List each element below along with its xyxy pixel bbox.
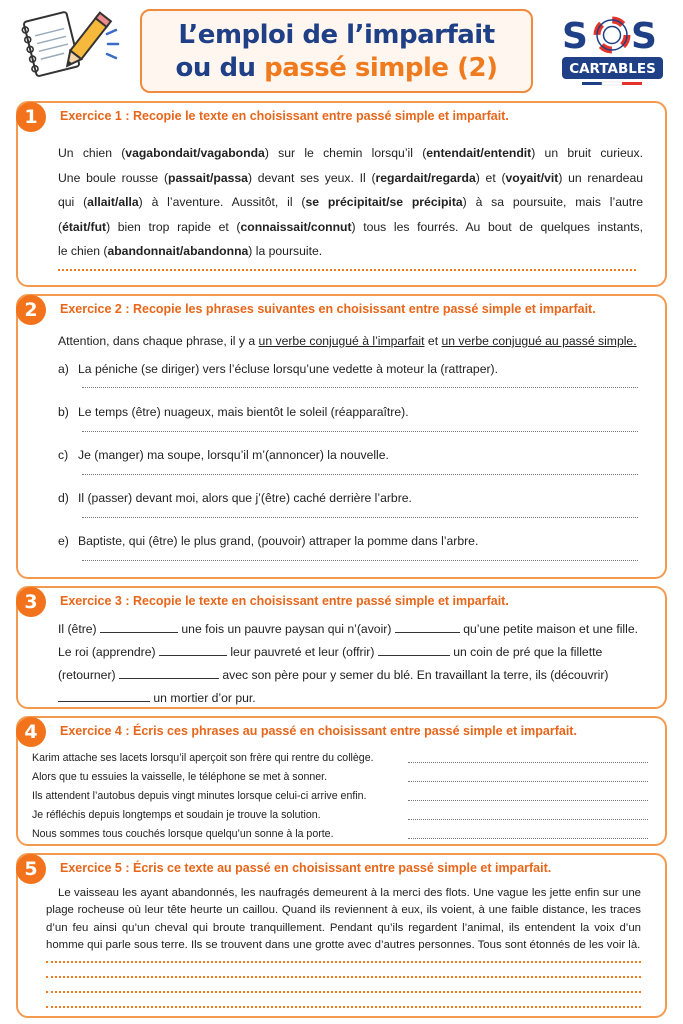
- verb-choice: abandonnait/abandonna: [107, 244, 249, 258]
- text-fragment: Il (être): [58, 622, 97, 636]
- exercise-1-line: [58, 190, 643, 215]
- exercise-heading: [60, 861, 551, 875]
- answer-line[interactable]: [46, 961, 641, 963]
- verb-choice: connaissait/connut: [240, 219, 352, 234]
- text-fragment: une fois un pauvre paysan qui n’(avoir): [181, 622, 392, 636]
- answer-line[interactable]: [82, 430, 638, 432]
- text-fragment: (retourner): [58, 668, 116, 682]
- verb-choice: voyait/vit: [505, 170, 559, 185]
- text-fragment: avec son père pour y semer du blé. En travaillant la terre, ils (découvrir): [222, 668, 609, 682]
- title-line-1: L’emploi de l’imparfait: [178, 20, 495, 50]
- text-fragment: Le roi (apprendre): [58, 645, 156, 659]
- intro-text: et: [424, 334, 442, 348]
- exercise-label: Exercice 3 :: [60, 594, 130, 608]
- exercise-2-card: [16, 294, 667, 579]
- sos-cartables-logo: [560, 10, 665, 94]
- sentence-row: Je réfléchis depuis longtemps et soudain je trouve la solution.: [32, 809, 321, 821]
- item-text: Le temps (être) nuageux, mais bientôt le soleil (réapparaître).: [78, 405, 409, 419]
- answer-line[interactable]: [408, 837, 648, 839]
- answer-line[interactable]: [82, 473, 638, 475]
- answer-line[interactable]: [82, 559, 638, 561]
- verb-choice: était/fut: [62, 219, 107, 234]
- exercise-number-badge: 4: [16, 717, 46, 747]
- text-fragment: le chien (: [58, 244, 108, 258]
- exercise-3-card: [16, 586, 667, 709]
- title-accent: passé simple (2): [264, 53, 498, 83]
- exercise-number-badge: 2: [16, 295, 46, 325]
- item-text: Il (passer) devant moi, alors que j’(être) caché derrière l’arbre.: [78, 491, 412, 505]
- text-fragment: Une boule rousse (: [58, 170, 169, 185]
- sentence-row: Ils attendent l’autobus depuis vingt minutes lorsque celui-ci arrive enfin.: [32, 790, 367, 802]
- sentence-item: [58, 362, 498, 376]
- text-line: [58, 690, 256, 705]
- answer-line[interactable]: [408, 780, 648, 782]
- exercise-number-badge: 3: [16, 587, 46, 617]
- text-fragment: ) un renardeau: [558, 170, 643, 185]
- sentence-row: Alors que tu essuies la vaisselle, le téléphone se met à sonner.: [32, 771, 328, 783]
- exercise-label: Exercice 2 :: [60, 302, 130, 316]
- sentence-item: [58, 534, 478, 548]
- item-letter: c): [58, 448, 69, 462]
- answer-blank[interactable]: [119, 667, 219, 679]
- exercise-5-text: Le vaisseau les ayant abandonnés, les naufragés demeurent à la merci des flots. Une vague les jette enfin sur une plage rocheuse où leur tête heurte un caillou. Quand ils reviennent à eux, ils voient, à une faible distance, les traces d’un feu ainsi qu’un cheval qui broute tranquillement. Pendant qu’ils regardent l’animal, ils entendent la voix d’un homme qui parle sous terre. Ils se trouvent dans une grotte avec d’autres personnes. Tous sont étonnés de les voir là.: [46, 887, 641, 952]
- verb-choice: entendait/entendit: [426, 146, 532, 160]
- item-text: Je (manger) ma soupe, lorsqu’il m’(annoncer) la nouvelle.: [78, 448, 389, 462]
- text-line: [58, 667, 608, 682]
- answer-line[interactable]: [82, 516, 638, 518]
- exercise-4-card: [16, 716, 667, 846]
- exercise-1-line: [58, 239, 643, 264]
- svg-text:CARTABLES: CARTABLES: [569, 61, 656, 77]
- answer-blank[interactable]: [58, 690, 150, 702]
- answer-line[interactable]: [46, 976, 641, 978]
- text-fragment: ) sur le chemin lorsqu’il (: [264, 146, 427, 160]
- exercise-1-text: [58, 141, 643, 264]
- answer-line[interactable]: [408, 818, 648, 820]
- text-line: [58, 621, 638, 636]
- exercise-heading: [60, 594, 509, 608]
- sentence-item: [58, 405, 409, 419]
- item-text: La péniche (se diriger) vers l’écluse lorsqu’une vedette à moteur la (rattraper).: [78, 362, 498, 376]
- answer-line[interactable]: [46, 991, 641, 993]
- text-fragment: ) bien trop rapide et (: [106, 219, 241, 234]
- text-fragment: qui (: [58, 195, 88, 209]
- title-line-2: [142, 52, 531, 85]
- exercise-instruction: Écris ces phrases au passé en choisissant entre passé simple et imparfait.: [132, 724, 577, 738]
- exercise-1-line: [58, 215, 643, 240]
- sentence-row: Karim attache ses lacets lorsqu’il aperçoit son frère qui rentre du collège.: [32, 752, 374, 764]
- text-line: [58, 644, 602, 659]
- exercise-5-card: [16, 853, 667, 1018]
- exercise-heading: [60, 302, 596, 316]
- exercise-1-card: [16, 101, 667, 287]
- text-fragment: ) à l’aventure. Aussitôt, il (: [138, 195, 306, 209]
- text-fragment: ) tous les fourrés. Au bout de quelques instants,: [351, 219, 643, 234]
- text-fragment: ) et (: [475, 170, 506, 185]
- exercise-instruction: Recopie le texte en choisissant entre passé simple et imparfait.: [132, 594, 509, 608]
- notebook-pencil-icon: [12, 6, 122, 84]
- exercise-heading: [60, 724, 577, 738]
- verb-choice: passait/passa: [168, 170, 248, 185]
- text-fragment: (: [58, 219, 63, 234]
- answer-line[interactable]: [408, 761, 648, 763]
- sentence-item: [58, 491, 412, 505]
- text-fragment: ) devant ses yeux. Il (: [247, 170, 376, 185]
- answer-blank[interactable]: [159, 644, 227, 656]
- exercise-1-line: [58, 141, 643, 166]
- answer-line[interactable]: [46, 1006, 641, 1008]
- svg-text:S: S: [562, 16, 588, 57]
- title-prefix: ou du: [175, 53, 265, 83]
- text-fragment: ) la poursuite.: [248, 244, 323, 258]
- item-letter: e): [58, 534, 69, 548]
- text-fragment: leur pauvreté et leur (offrir): [230, 645, 375, 659]
- text-fragment: ) à sa poursuite, mais l’autre: [462, 195, 644, 209]
- intro-underline-1: un verbe conjugué à l’imparfait: [258, 334, 425, 348]
- exercise-instruction: Recopie le texte en choisissant entre passé simple et imparfait.: [132, 109, 509, 123]
- answer-blank[interactable]: [378, 644, 450, 656]
- exercise-instruction: Écris ce texte au passé en choisissant entre passé simple et imparfait.: [132, 861, 552, 875]
- exercise-heading: [60, 109, 509, 123]
- verb-choice: regardait/regarda: [375, 170, 476, 185]
- intro-underline-2: un verbe conjugué au passé simple.: [441, 334, 637, 348]
- sentence-item: [58, 448, 389, 462]
- answer-line[interactable]: [408, 799, 648, 801]
- intro-text: Attention, dans chaque phrase, il y a: [58, 334, 259, 348]
- text-fragment: un mortier d’or pur.: [153, 691, 256, 705]
- exercise-label: Exercice 5 :: [60, 861, 130, 875]
- exercise-2-intro: [58, 334, 637, 348]
- worksheet-title: [140, 9, 533, 93]
- exercise-label: Exercice 1 :: [60, 109, 130, 123]
- verb-choice: se précipitait/se précipita: [305, 195, 463, 209]
- exercise-number-badge: 5: [16, 854, 46, 884]
- item-letter: b): [58, 405, 69, 419]
- item-letter: d): [58, 491, 69, 505]
- text-fragment: qu’une petite maison et une fille.: [463, 622, 639, 636]
- exercise-instruction: Recopie les phrases suivantes en choisissant entre passé simple et imparfait.: [132, 302, 596, 316]
- answer-blank[interactable]: [100, 621, 178, 633]
- page-header: [0, 0, 683, 100]
- answer-blank[interactable]: [395, 621, 460, 633]
- answer-line[interactable]: [58, 269, 636, 271]
- text-fragment: un coin de pré que la fillette: [453, 645, 603, 659]
- sentence-row: Nous sommes tous couchés lorsque quelqu’un sonne à la porte.: [32, 828, 334, 840]
- text-fragment: Un chien (: [58, 146, 126, 160]
- item-letter: a): [58, 362, 69, 376]
- text-fragment: ) un bruit curieux.: [531, 146, 643, 160]
- answer-line[interactable]: [82, 386, 638, 388]
- verb-choice: vagabondait/vagabonda: [125, 146, 265, 160]
- verb-choice: allait/alla: [87, 195, 139, 209]
- exercise-label: Exercice 4 :: [60, 724, 130, 738]
- exercise-number-badge: 1: [16, 102, 46, 132]
- item-text: Baptiste, qui (être) le plus grand, (pouvoir) attraper la pomme dans l’arbre.: [78, 534, 479, 548]
- exercise-1-line: [58, 166, 643, 191]
- svg-text:S: S: [631, 16, 657, 57]
